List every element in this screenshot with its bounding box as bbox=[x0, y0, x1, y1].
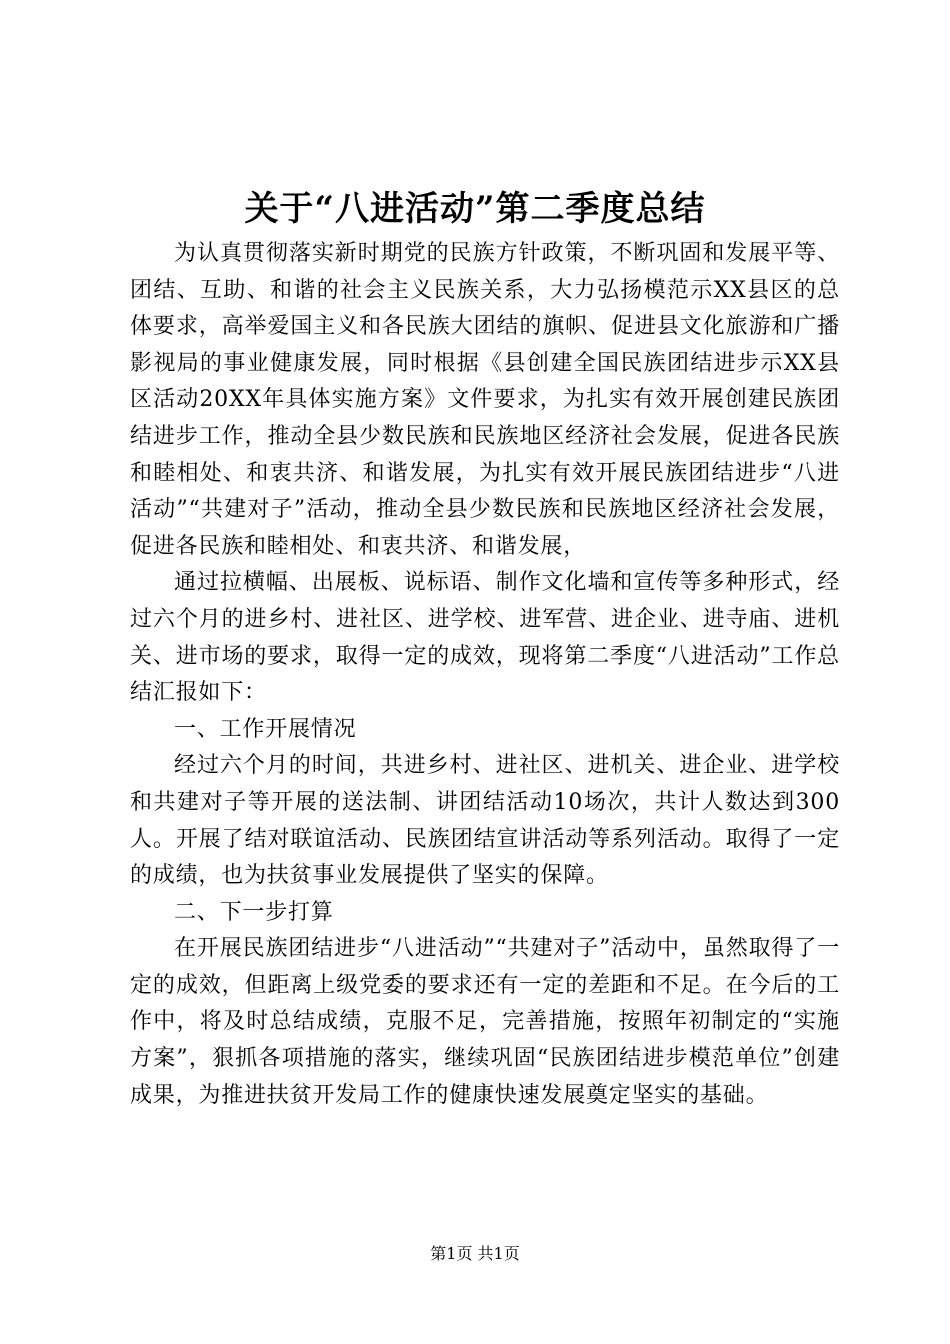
section-heading-plan: 二、下一步打算 bbox=[174, 899, 334, 925]
plan-paragraph: 在开展民族团结进步“八进活动”“共建对子”活动中，虽然取得了一定的成效，但距离上级党委的要求还有一定的差距和不足。在今后的工作中，将及时总结成绩，克服不足，完善措施，按照年初制定的“实施方案”，狠抓各项措施的落实，继续巩固“民族团结进步模范单位”创建成果，为推进扶贫开发局工作的健康快速发展奠定坚实的基础。 bbox=[130, 936, 840, 1108]
work-paragraph: 经过六个月的时间，共进乡村、进社区、进机关、进企业、进学校和共建对子等开展的送法制、讲团结活动10场次，共计人数达到300人。开展了结对联谊活动、民族团结宣讲活动等系列活动。取得了一定的成绩，也为扶贫事业发展提供了坚实的保障。 bbox=[130, 753, 840, 889]
document-body bbox=[130, 236, 840, 1114]
publicity-paragraph: 通过拉横幅、出展板、说标语、制作文化墙和宣传等多种形式，经过六个月的进乡村、进社区、进学校、进军营、进企业、进寺庙、进机关、进市场的要求，取得一定的成效，现将第二季度“八进活动”工作总结汇报如下： bbox=[130, 570, 840, 706]
document-title: 关于“八进活动”第二季度总结 bbox=[244, 189, 706, 229]
intro-paragraph: 为认真贯彻落实新时期党的民族方针政策，不断巩固和发展平等、团结、互助、和谐的社会主义民族关系，大力弘扬模范示XX县区的总体要求，高举爱国主义和各民族大团结的旗帜、促进县文化旅游和广播影视局的事业健康发展，同时根据《县创建全国民族团结进步示XX县区活动20XX年具体实施方案》文件要求，为扎实有效开展创建民族团结进步工作，推动全县少数民族和民族地区经济社会发展，促进各民族和睦相处、和衷共济、和谐发展，为扎实有效开展民族团结进步“八进活动”“共建对子”活动，推动全县少数民族和民族地区经济社会发展，促进各民族和睦相处、和衷共济、和谐发展， bbox=[130, 241, 840, 559]
section-heading-work: 一、工作开展情况 bbox=[174, 716, 357, 742]
page-footer: 第1页 共1页 bbox=[430, 1244, 520, 1263]
